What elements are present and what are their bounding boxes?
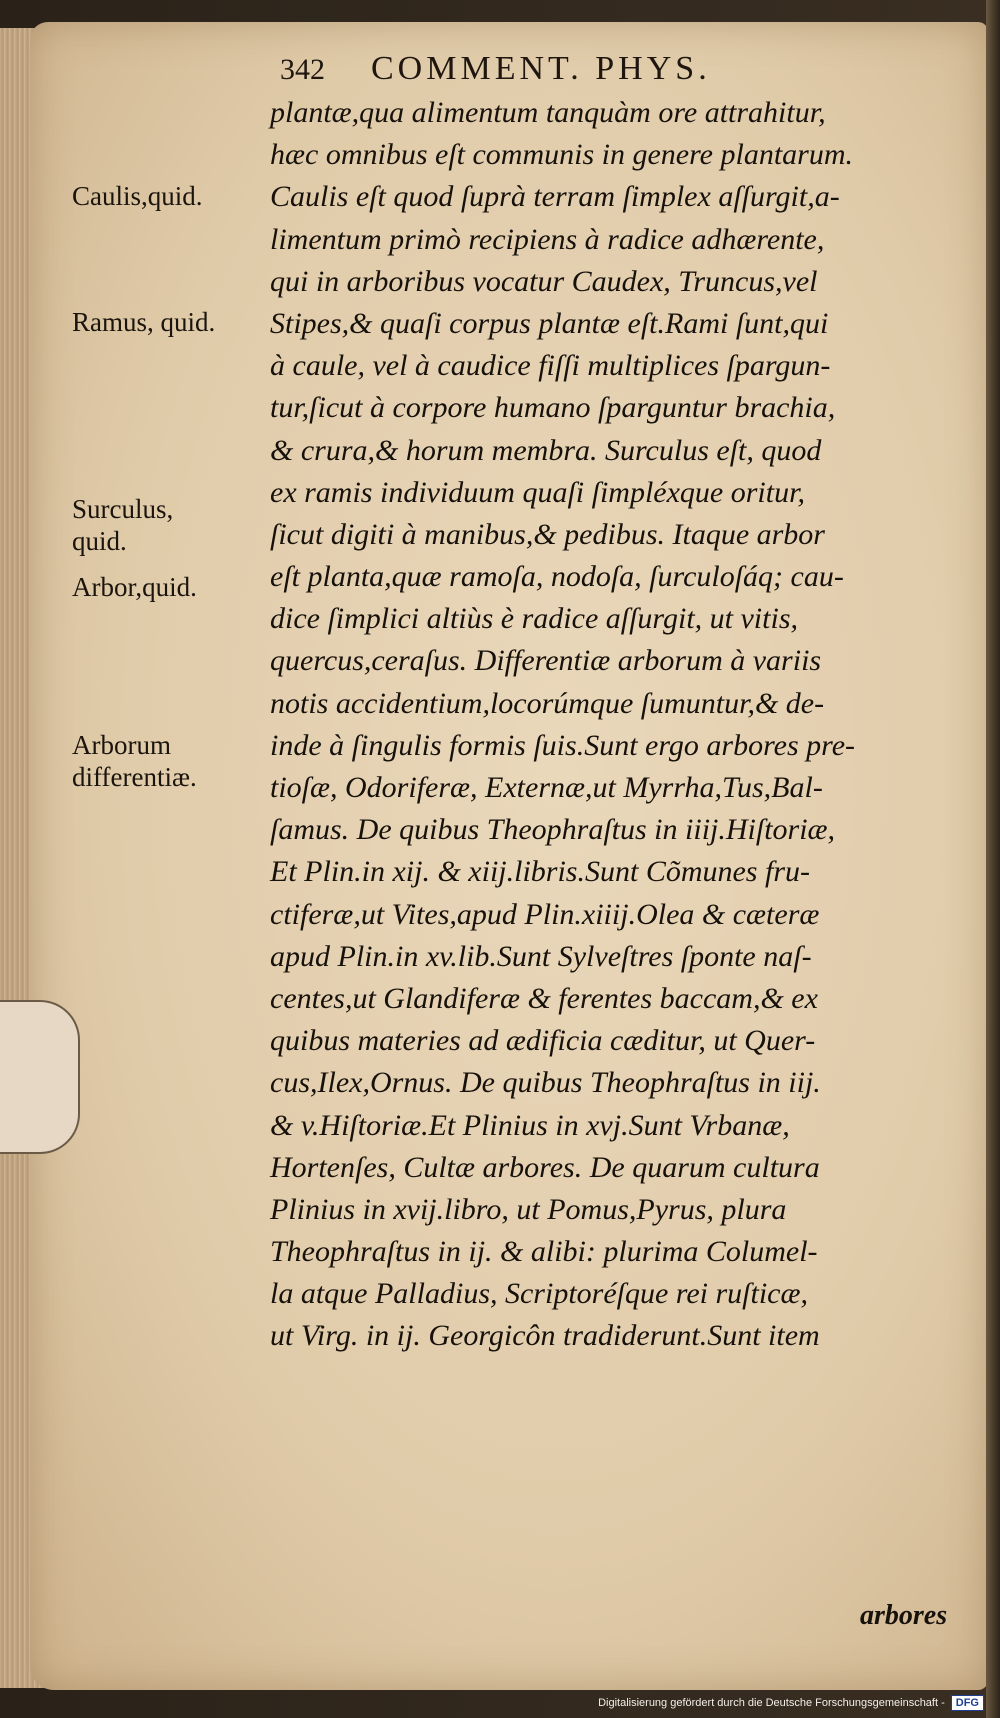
text-line: tur,ſicut à corpore humano ſparguntur brachia, [270, 391, 836, 425]
text-line: ſamus. De quibus Theophraſtus in iiij.Hiſtoriæ, [270, 813, 836, 847]
digitization-footer [598, 1692, 984, 1714]
text-line: Et Plin.in xij. & xiij.libris.Sunt Cõmunes fru- [270, 855, 810, 889]
page-clip [0, 1000, 80, 1154]
text-line: & v.Hiſtoriæ.Et Plinius in xvj.Sunt Vrbanæ, [270, 1108, 790, 1142]
text-line: eſt planta,quæ ramoſa, nodoſa, ſurculoſáq; cau- [270, 560, 844, 594]
text-line: plantæ,qua alimentum tanquàm ore attrahitur, [270, 96, 826, 129]
margin-note-arborum-differentiae: Arborum differentiæ. [72, 730, 197, 792]
text-line: & crura,& horum membra. Surculus eſt, quod [270, 433, 822, 467]
margin-note-arbor: Arbor,quid. [72, 572, 197, 602]
text-line: Stipes,& quaſi corpus plantæ eſt.Rami ſunt,qui [270, 306, 829, 340]
text-line: apud Plin.in xv.lib.Sunt Sylveſtres ſponte naſ- [270, 939, 812, 973]
text-line: limentum primò recipiens à radice adhærente, [270, 222, 825, 256]
text-line: la atque Palladius, Scriptoréſque rei ruſticæ, [270, 1277, 809, 1311]
running-head: COMMENT. PHYS. [371, 50, 711, 87]
text-line: quibus materies ad ædificia cæditur, ut Quer- [270, 1024, 816, 1058]
text-line: Plinius in xvij.libro, ut Pomus,Pyrus, plura [270, 1192, 787, 1226]
body-text [270, 92, 960, 1358]
funding-credit: Digitalisierung gefördert durch die Deutsche Forschungsgemeinschaft - [598, 1697, 945, 1709]
text-line: qui in arboribus vocatur Caudex, Truncus,vel [270, 264, 818, 298]
text-line: centes,ut Glandiferæ & ferentes baccam,& ex [270, 981, 818, 1015]
text-line: cus,Ilex,Ornus. De quibus Theophraſtus in iij. [270, 1066, 821, 1100]
text-line: notis accidentium,locorúmque ſumuntur,& de- [270, 686, 825, 720]
margin-note-surculus: Surculus, quid. [72, 494, 174, 556]
page-number: 342 [280, 53, 325, 86]
catchword: arbores [860, 1600, 948, 1631]
text-line: tioſæ, Odoriferæ, Externæ,ut Myrrha,Tus,Bal- [270, 771, 823, 804]
text-line: Caulis eſt quod ſuprà terram ſimplex aſſurgit,a- [270, 180, 840, 214]
margin-note-caulis: Caulis,quid. [72, 181, 203, 211]
dfg-logo: DFG [951, 1695, 984, 1711]
text-line: Hortenſes, Cultæ arbores. De quarum cultura [270, 1150, 820, 1184]
book-right-edge [986, 0, 1000, 1718]
text-line: ctiferæ,ut Vites,apud Plin.xiiij.Olea & cæteræ [270, 897, 820, 931]
text-line: inde à ſingulis formis ſuis.Sunt ergo arbores pre- [270, 728, 855, 762]
text-line: hæc omnibus eſt communis in genere plantarum. [270, 138, 853, 172]
margin-note-ramus: Ramus, quid. [72, 307, 216, 337]
text-line: ex ramis individuum quaſi ſimpléxque oritur, [270, 475, 805, 509]
text-line: dice ſimplici altiùs è radice aſſurgit, ut vitis, [270, 602, 798, 636]
text-line: à caule, vel à caudice fiſſi multiplices ſpargun- [270, 349, 831, 383]
text-line: ſicut digiti à manibus,& pedibus. Itaque arbor [270, 517, 825, 551]
text-line: quercus,ceraſus. Differentiæ arborum à variis [270, 644, 822, 678]
text-line: Theophraſtus in ij. & alibi: plurima Columel- [270, 1235, 818, 1269]
text-line: ut Virg. in ij. Georgicôn tradiderunt.Sunt item [270, 1319, 820, 1353]
